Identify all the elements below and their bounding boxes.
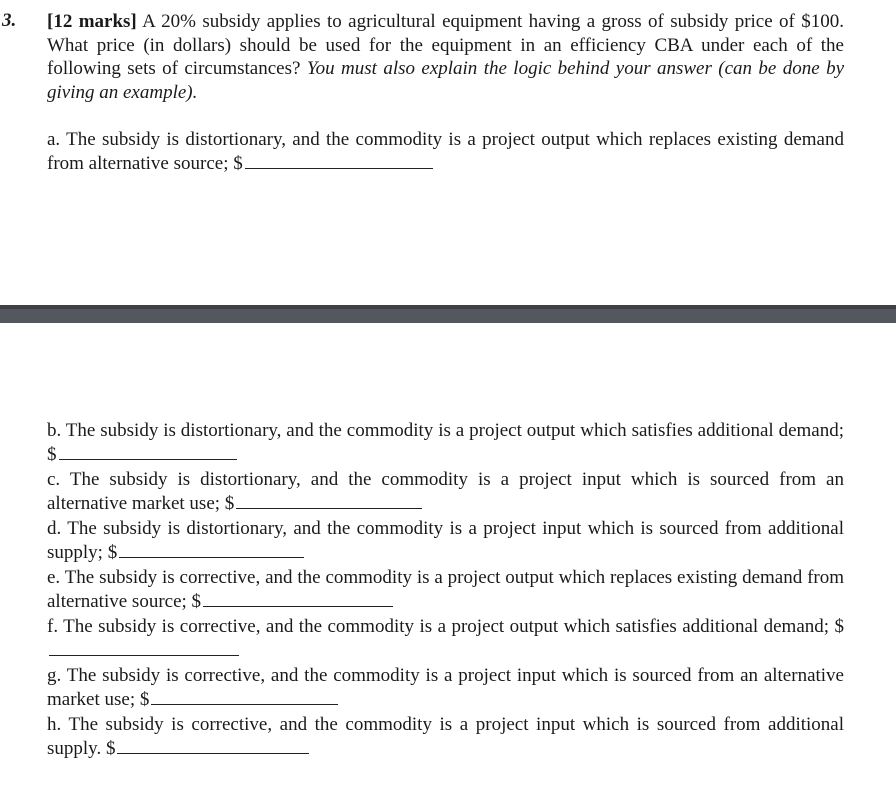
sub-question-f: [47, 615, 844, 662]
sub-question-list: [47, 419, 844, 762]
sub-question-d-text: d. The subsidy is distortionary, and the commodity is a project input which is sourced from additional supply; $: [47, 518, 844, 563]
sub-question-d: [47, 517, 844, 564]
answer-blank-e[interactable]: [203, 605, 393, 607]
marks-label: [12 marks]: [47, 11, 137, 32]
answer-blank-c[interactable]: [236, 507, 422, 509]
sub-question-f-text: f. The subsidy is corrective, and the commodity is a project output which satisfies additional demand; $: [47, 616, 844, 637]
answer-blank-g[interactable]: [151, 703, 338, 705]
sub-question-e: [47, 566, 844, 613]
sub-question-b: [47, 419, 844, 466]
sub-question-c-text: c. The subsidy is distortionary, and the commodity is a project input which is sourced from an alternative market use; $: [47, 469, 844, 514]
sub-question-g: [47, 664, 844, 711]
question-instruction: You must also explain the logic behind your answer (can be done by giving an example).: [47, 58, 845, 103]
question-number: 3.: [2, 10, 17, 31]
answer-blank-f[interactable]: [49, 654, 239, 656]
page-divider-bar: [0, 305, 896, 323]
sub-question-g-text: g. The subsidy is corrective, and the commodity is a project input which is sourced from an alternative market use; $: [47, 665, 844, 710]
answer-blank-d[interactable]: [119, 556, 304, 558]
sub-question-h: [47, 713, 844, 760]
answer-blank-h[interactable]: [117, 752, 309, 754]
sub-question-c: [47, 468, 844, 515]
answer-blank-b[interactable]: [59, 458, 237, 460]
sub-question-a-text: a. The subsidy is distortionary, and the commodity is a project output which replaces existing demand from alternative source; $: [47, 129, 844, 174]
question-text: A 20% subsidy applies to agricultural equipment having a gross of subsidy price of $100. What price (in dollars) should be used for the equipment in an efficiency CBA under each of the following sets of circumstances?: [47, 11, 844, 79]
sub-question-h-text: h. The subsidy is corrective, and the commodity is a project input which is sourced from additional supply. $: [47, 714, 844, 759]
sub-question-e-text: e. The subsidy is corrective, and the commodity is a project output which replaces existing demand from alternative source; $: [47, 567, 844, 612]
sub-question-b-text: b. The subsidy is distortionary, and the commodity is a project output which satisfies additional demand; $: [47, 420, 844, 465]
question-stem: [47, 10, 844, 104]
sub-question-a: [47, 128, 844, 175]
answer-blank-a[interactable]: [245, 167, 433, 169]
